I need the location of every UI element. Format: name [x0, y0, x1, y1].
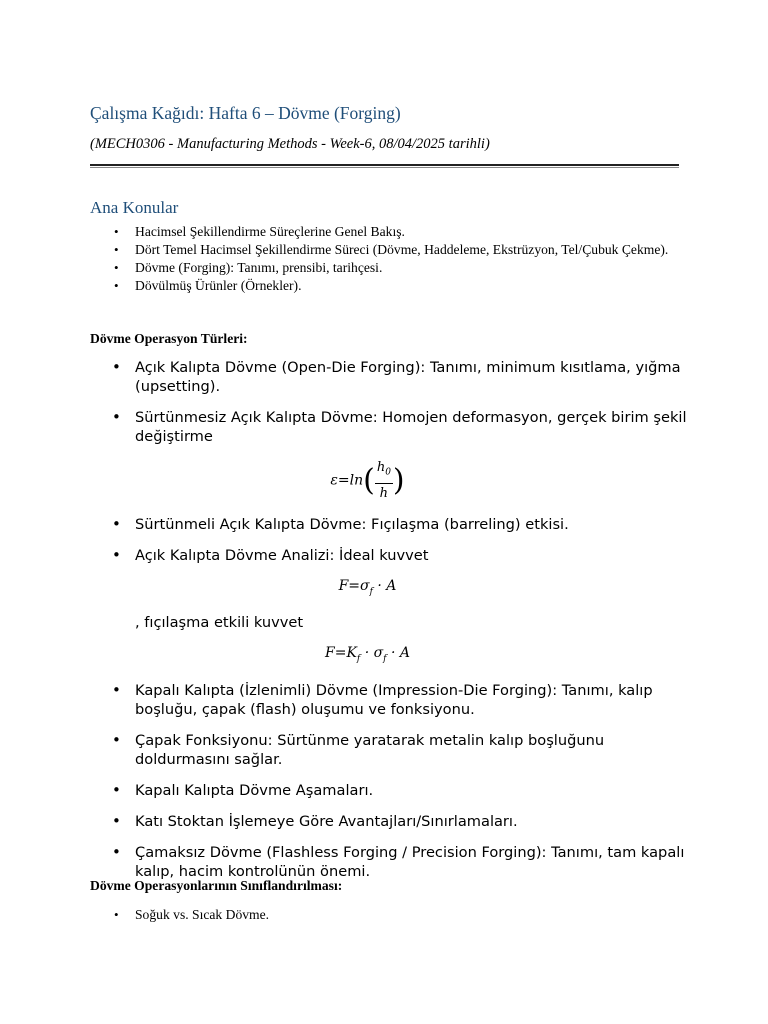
page-subtitle: (MECH0306 - Manufacturing Methods - Week-6, 08/04/2025 tarihli)	[90, 136, 490, 152]
list-item: • Soğuk vs. Sıcak Dövme.	[114, 907, 270, 922]
bullet-icon: •	[114, 224, 119, 239]
ideal-force-formula: $F=\sigma_f \cdot A$	[338, 577, 397, 597]
list-item: • Dört Temel Hacimsel Şekillendirme Süreci (Dövme, Haddeleme, Ekstrüzyon, Tel/Çubuk Çekme).	[114, 242, 669, 257]
bullet-icon: •	[112, 545, 121, 564]
true-strain-formula: ε=ln( $\frac{h_0}{h}$ )	[330, 460, 405, 501]
bullet-icon: •	[114, 260, 119, 275]
section-heading-ana-konular: Ana Konular	[90, 198, 179, 217]
bullet-icon: •	[112, 358, 121, 376]
page-title: Çalışma Kağıdı: Hafta 6 – Dövme (Forging)	[90, 103, 401, 123]
operation-types-list	[90, 358, 690, 893]
topics-list	[90, 223, 690, 295]
list-item: • Hacimsel Şekillendirme Süreçlerine Genel Bakış.	[114, 224, 405, 239]
bullet-icon: •	[114, 242, 119, 257]
bullet-icon: •	[112, 731, 121, 750]
classification-list	[90, 906, 690, 924]
list-item: • Dövülmüş Ürünler (Örnekler).	[114, 278, 302, 293]
section-heading-operation-types: Dövme Operasyon Türleri:	[90, 331, 248, 346]
list-item: • Dövme (Forging): Tanımı, prensibi, tarihçesi.	[114, 260, 383, 275]
list-item: • Açık Kalıpta Dövme (Open-Die Forging): Tanımı, minimum kısıtlama, yığma (upsetting).	[112, 358, 681, 395]
bullet-icon: •	[112, 514, 121, 533]
bullet-icon: •	[112, 843, 121, 862]
bullet-icon: •	[112, 681, 121, 700]
list-item: • Çapak Fonksiyonu: Sürtünme yaratarak metalin kalıp boşluğunu doldurmasını sağlar.	[112, 731, 605, 769]
bullet-icon: •	[112, 812, 121, 831]
list-item: • Çamaksız Dövme (Flashless Forging / Precision Forging): Tanımı, tam kapalı kalıp, hacim kontrolünün önemi.	[112, 843, 685, 881]
bullet-icon: •	[114, 278, 119, 293]
list-item: • Sürtünmeli Açık Kalıpta Dövme: Fıçılaşma (barreling) etkisi.	[112, 514, 569, 533]
section-heading-classification: Dövme Operasyonlarının Sınıflandırılması:	[90, 878, 343, 893]
list-item: • Katı Stoktan İşlemeye Göre Avantajları/Sınırlamaları.	[112, 812, 518, 831]
divider	[90, 164, 679, 168]
bullet-icon: •	[112, 408, 121, 426]
list-item: • Kapalı Kalıpta (İzlenimli) Dövme (Impression-Die Forging): Tanımı, kalıp boşluğu, çapak (flash) oluşumu ve fonksiyonu.	[112, 681, 653, 719]
continuation-text: , fıçılaşma etkili kuvvet	[135, 614, 304, 632]
list-item: • Açık Kalıpta Dövme Analizi: İdeal kuvvet $F=\sigma_f \cdot A$ , fıçılaşma etkili kuvvet $F=K_f \cdot \sigma_f \cdot A$	[90, 546, 690, 670]
list-item: • Kapalı Kalıpta Dövme Aşamaları.	[112, 781, 374, 800]
list-item: • Sürtünmesiz Açık Kalıpta Dövme: Homojen deformasyon, gerçek birim şekil değiştirme ε=ln( $\frac{h_0}{h}$ )	[90, 408, 690, 503]
barreling-force-formula: $F=K_f \cdot \sigma_f \cdot A$	[325, 645, 410, 665]
bullet-icon: •	[114, 907, 119, 922]
bullet-icon: •	[112, 781, 121, 800]
